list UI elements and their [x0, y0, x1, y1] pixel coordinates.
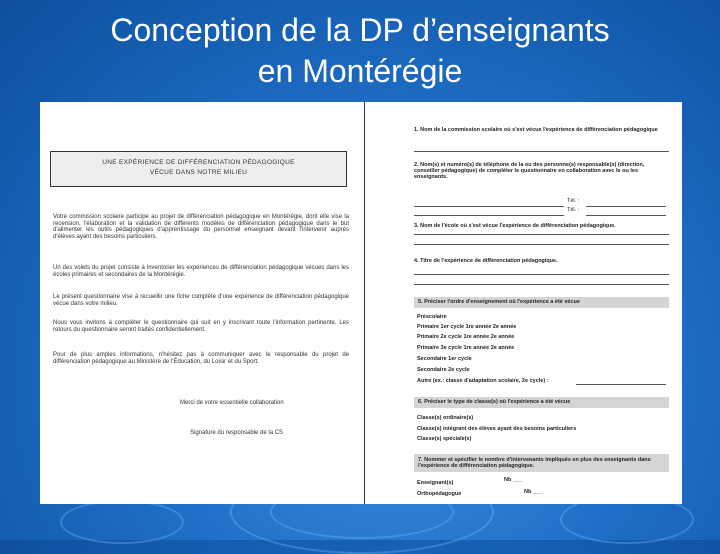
contact-paragraph: Pour de plus amples informations, n'hésitez pas à communiquer avec le responsable du projet de différenciation pédagogique au Ministère de l'Éducation, du Loisir et du Sport. — [53, 352, 349, 365]
staff-role: Orthopédagogue — [417, 491, 462, 497]
staff-count: Nb ___ — [504, 477, 523, 483]
tel-label: Tél. : — [567, 198, 580, 204]
scanned-document — [40, 102, 682, 504]
answer-line — [414, 234, 669, 235]
answer-line — [414, 206, 564, 207]
background-ripple — [60, 500, 184, 544]
staff-count: Nb ___ — [524, 489, 543, 495]
answer-line — [414, 284, 669, 285]
slide-title-line1: Conception de la DP d’enseignants — [110, 12, 610, 48]
answer-line — [414, 215, 564, 216]
slide-title — [0, 10, 720, 92]
level-option: Primaire 3e cycle 1re année 2e année — [417, 345, 515, 351]
answer-line — [414, 151, 669, 152]
signature-line: Signature du responsable de la CS — [190, 430, 284, 436]
document-right-page — [364, 102, 682, 504]
project-paragraph: Un des volets du projet consiste à inventorier les expériences de différenciation pédagogique vécues dans les écoles primaires et secondaires de la Montérégie. — [53, 265, 349, 278]
header-line1: UNE EXPÉRIENCE DE DIFFÉRENCIATION PÉDAGOGIQUE — [102, 159, 295, 166]
level-option: Primaire 1er cycle 1re année 2e année — [417, 324, 517, 330]
level-option: Secondaire 1er cycle — [417, 356, 472, 362]
question-1: 1. Nom de la commission scolaire où s'est vécue l'expérience de différenciation pédagogique — [414, 127, 658, 133]
intro-paragraph: Votre commission scolaire participe au projet de différenciation pédagogique en Montérégie, dont elle vise la recension, l'élaboration et la validation de différents modèles de différenciation pédagogique dans le but d'alimenter les outils pédagogiques d'apprentissage du personnel enseignant devant l'intervenir auprès d'élèves ayant des besoins particuliers. — [53, 214, 349, 240]
tel-label: Tél. : — [567, 207, 580, 213]
staff-role: Enseignant(s) — [417, 480, 454, 486]
document-header-box — [50, 151, 347, 187]
question-6: 6. Préciser le type de classe(s) où l'expérience a été vécue — [414, 397, 669, 408]
question-2: 2. Nom(s) et numéro(s) de téléphone de la ou des personne(s) responsable(s) (direction, conseiller pédagogique) de compléter le questionnaire en collaboration avec le ou les enseignants. — [414, 162, 645, 180]
header-line2: VÉCUE DANS NOTRE MILIEU — [149, 169, 248, 176]
question-4: 4. Titre de l'expérience de différenciation pédagogique. — [414, 258, 558, 264]
answer-line — [414, 244, 669, 245]
answer-line — [586, 206, 666, 207]
answer-line — [586, 215, 666, 216]
question-7: 7. Nommer et spécifier le nombre d'intervenants impliqués en plus des enseignants dans l'expérience de différenciation pédagogique. — [414, 454, 669, 472]
thanks-line: Merci de votre essentielle collaboration — [180, 400, 284, 406]
answer-line — [414, 274, 669, 275]
class-option: Classe(s) intégrant des élèves ayant des besoins particuliers — [417, 426, 577, 432]
level-option: Autre (ex.: classe d'adaptation scolaire, 2e cycle) : — [417, 378, 549, 384]
question-5: 5. Préciser l'ordre d'enseignement où l'expérience a été vécue — [414, 297, 669, 308]
level-option: Secondaire 2e cycle — [417, 367, 470, 373]
class-option: Classe(s) spéciale(s) — [417, 436, 472, 442]
level-option: Primaire 2e cycle 1re année 2e année — [417, 334, 515, 340]
answer-line — [576, 384, 666, 385]
purpose-paragraph: Le présent questionnaire vise à recueillir une fiche complète d'une expérience de différenciation pédagogique vécue dans votre milieu. — [53, 294, 349, 307]
class-option: Classe(s) ordinaire(s) — [417, 415, 474, 421]
instructions-paragraph: Nous vous invitons à compléter le questionnaire qui suit en y inscrivant toute l'information pertinente. Les retours du questionnaire seront traités confidentiellement. — [53, 320, 349, 333]
document-left-page — [40, 102, 365, 504]
slide-title-line2: en Montérégie — [257, 53, 463, 89]
level-option: Préscolaire — [417, 314, 447, 320]
question-3: 3. Nom de l'école où s'est vécue l'expérience de différenciation pédagogique. — [414, 223, 616, 229]
